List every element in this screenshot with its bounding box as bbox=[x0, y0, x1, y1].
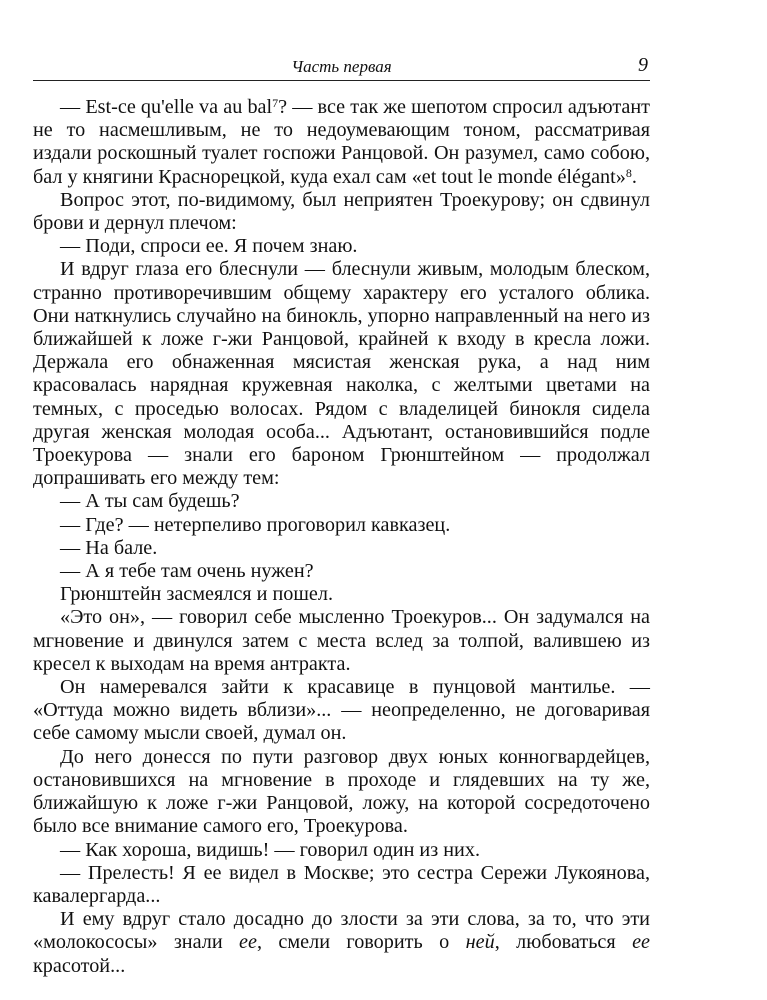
running-head bbox=[33, 50, 650, 81]
paragraph: Он намеревался зайти к красавице в пунцовой мантилье. — «Оттуда можно видеть вблизи»... — неопределенно, не договаривая себе самому мысли своей, думал он. bbox=[33, 676, 650, 745]
paragraph: — А я тебе там очень нужен? bbox=[60, 560, 314, 583]
paragraph-text: . bbox=[631, 165, 637, 188]
paragraph: — А ты сам будешь? bbox=[60, 490, 240, 513]
page-number: 9 bbox=[638, 54, 648, 76]
footnote-mark: 8 bbox=[625, 165, 632, 180]
paragraph-text: , любоваться bbox=[494, 931, 633, 954]
paragraph: «Это он», — говорил себе мысленно Троекуров... Он задумался на мгновение и двинулся затем с места вслед за толпой, валившею из кресел к выходам на время антракта. bbox=[33, 606, 650, 675]
paragraph: — Поди, спроси ее. Я почем знаю. bbox=[60, 235, 358, 258]
paragraph: — Прелесть! Я ее видел в Москве; это сестра Сережи Лукоянова, кавалергарда... bbox=[33, 861, 650, 907]
paragraph: До него донесся по пути разговор двух юных конногвардейцев, остановившихся на мгновение в проходе и глядевших на ту же, ближайшую к ложе г-жи Ранцовой, ложу, на которой сосредоточено было все внимание самого его, Троекурова. bbox=[33, 745, 650, 838]
body-text bbox=[33, 96, 650, 978]
emphasis: ее bbox=[239, 931, 257, 954]
emphasis: ее bbox=[632, 931, 650, 954]
paragraph-text: красотой... bbox=[33, 954, 126, 977]
paragraph-text: ? — все так же шепотом спросил адъютант не то насмешливым, не то недоумевающим тоном, рассматривая издали роскошный туалет госпожи Ранцовой. Он разумел, само собою, бал у княгини Краснорецкой, куда ехал сам «et tout le monde élégant» bbox=[33, 96, 650, 188]
emphasis: ней bbox=[465, 931, 495, 954]
paragraph: — Как хороша, видишь! — говорил один из них. bbox=[60, 838, 481, 861]
paragraph: — На бале. bbox=[60, 536, 158, 559]
paragraph: Вопрос этот, по-видимому, был неприятен Троекурову; он сдвинул брови и дернул плечом: bbox=[33, 188, 650, 235]
paragraph bbox=[33, 96, 650, 189]
paragraph bbox=[33, 908, 650, 978]
paragraph: И вдруг глаза его блеснули — блеснули живым, молодым блеском, странно противоречившим общему характеру его усталого облика. Они наткнулись случайно на бинокль, упорно направленный на него из ближайшей к ложе г-жи Ранцовой, крайней к входу в кресла ложи. Держала его обнаженная мясистая женская рука, а над ним красовалась нарядная кружевная наколка, с желтыми цветами на темных, с проседью волосах. Рядом с владелицей бинокля сидела другая женская молодая особа... Адъютант, остановившийся подле Троекурова — знали его бароном Грюнштейном — продолжал допрашивать его между тем: bbox=[33, 258, 650, 490]
paragraph-text: — Est-ce qu'elle va au bal bbox=[60, 96, 273, 118]
running-title: Часть первая bbox=[291, 57, 392, 76]
paragraph-text: , смели говорить о bbox=[256, 931, 466, 954]
book-page bbox=[33, 0, 650, 1000]
footnote-mark: 7 bbox=[272, 96, 279, 110]
paragraph: — Где? — нетерпеливо проговорил кавказец. bbox=[60, 513, 451, 536]
paragraph-text: И ему вдруг стало досадно до злости за эти слова, за то, что эти «молокососы» знали bbox=[33, 908, 650, 954]
paragraph: Грюнштейн засмеялся и пошел. bbox=[60, 583, 334, 606]
